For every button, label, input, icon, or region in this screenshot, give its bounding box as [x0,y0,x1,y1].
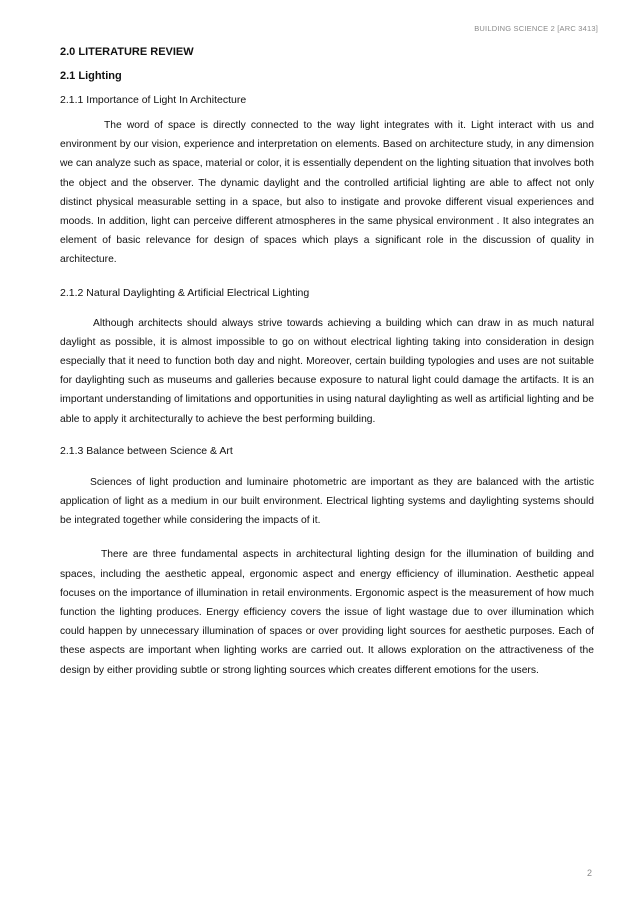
paragraph-importance-of-light: The word of space is directly connected to the way light integrates with it. Light interact with us and environment by our vision, experience and interpretation on elements. Based on architecture study, in any dimension we can analyze such as space, material or color, it is essentially dependent on the lighting situation that involves both the object and the observer. The dynamic daylight and the controlled artificial lighting are able to affect not only distinct physical measurable setting in a space, but also to instigate and provoke different visual experiences and moods. In addition, light can perceive different atmospheres in the same physical environment . It also integrates an element of basic relevance for design of spaces which plays a significant role in the discussion of quality in architecture. [60,120,594,266]
section-heading-literature-review: 2.0 LITERATURE REVIEW [60,46,194,58]
heading-importance-of-light: 2.1.1 Importance of Light In Architecture [60,94,247,106]
page-number: 2 [586,868,592,878]
paragraph-science-and-art-2: There are three fundamental aspects in architectural lighting design for the illumination of building and spaces, including the aesthetic appeal, ergonomic aspect and energy efficiency of illumination. Aesthetic appeal focuses on the importance of illumination in retail environments. Ergonomic aspect is the measurement of how much function the lighting produces. Energy efficiency covers the issue of light wastage due to over illumination which could happen by unnecessary illumination of spaces or over providing light sources for aesthetic purposes. Each of these aspects are important when lighting works are carried out. It allows exploration on the attractiveness of the design by either providing subtle or strong lighting sources which creates different emotions for the users. [60,549,594,676]
subsection-heading-lighting: 2.1 Lighting [60,70,122,82]
heading-science-and-art: 2.1.3 Balance between Science & Art [60,444,233,457]
running-header: BUILDING SCIENCE 2 [ARC 3413] [474,24,598,33]
paragraph-science-and-art-1: Sciences of light production and luminaire photometric are important as they are balanced with the artistic application of light as a medium in our built environment. Electrical lighting systems and daylighting systems should be integrated together while considering the impacts of it. [60,476,594,527]
paragraph-natural-artificial-lighting: Although architects should always strive towards achieving a building which can draw in as much natural daylight as possible, it is almost impossible to go on without electrical lighting taking into consideration in design especially that it need to function both day and night. Moreover, certain building typologies and uses are not suitable for daylighting such as museums and galleries because exposure to natural light could damage the artifacts. It is an important understanding of limitations and opportunities in using natural daylighting as well as artificial lighting and be able to apply it architecturally to achieve the best performing building. [60,317,594,425]
document-body [60,45,594,680]
heading-natural-artificial-lighting: 2.1.2 Natural Daylighting & Artificial Electrical Lighting [60,286,310,299]
